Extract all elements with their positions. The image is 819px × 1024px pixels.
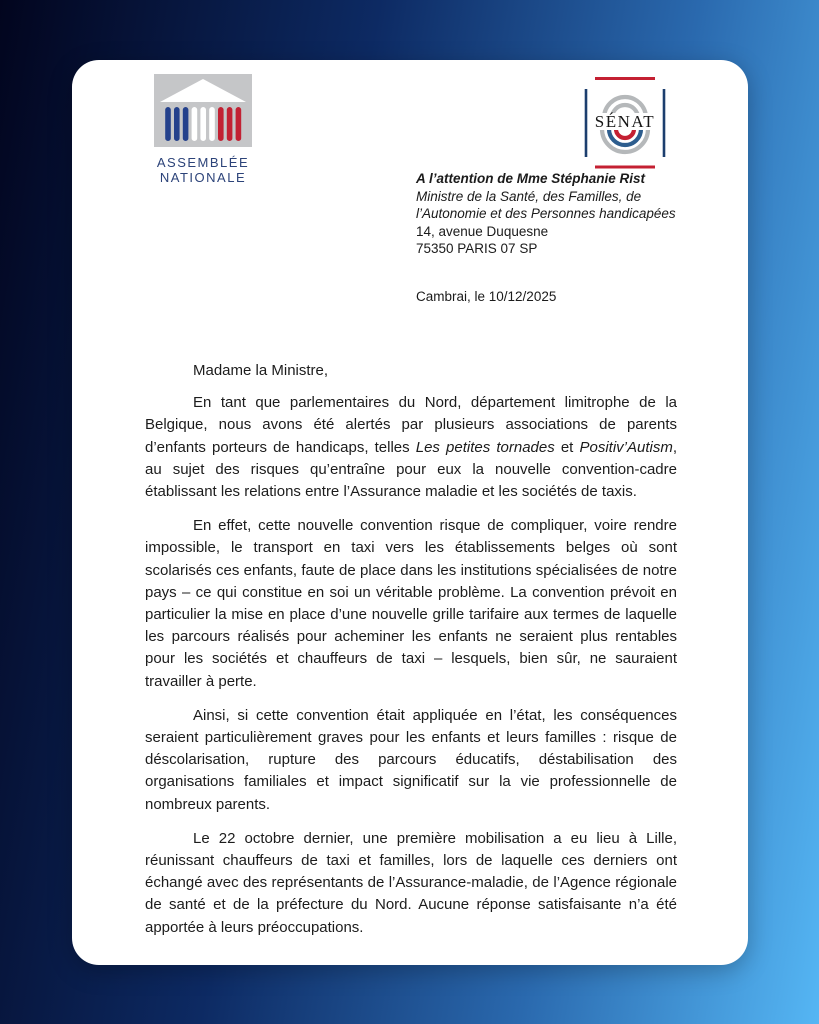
senat-logo	[584, 76, 666, 175]
paragraph-1-connector: et	[554, 438, 580, 456]
paragraph-1-text: En tant que parlementaires du Nord, département limitrophe de la Belgique, nous avons été alertés par plusieurs associations de parents d’enfants porteurs de handicaps, telles	[145, 394, 677, 456]
minister-title-line1: Ministre de la Santé, des Familles, de	[416, 188, 642, 204]
assemblee-building-icon	[154, 74, 252, 147]
assemblee-nationale-logo	[154, 74, 252, 185]
date-line: Cambrai, le 10/12/2025	[416, 289, 557, 304]
association-name-les-petites-tornades: Les petites tornades	[415, 438, 555, 456]
senat-logo-text: SÉNAT	[594, 112, 656, 131]
street-address: 14, avenue Duquesne	[416, 223, 549, 239]
assemblee-logo-text-line1: ASSEMBLÉE	[156, 155, 250, 170]
letter-paper	[72, 60, 748, 965]
paragraph-1	[145, 392, 677, 503]
postal-address: 75350 PARIS 07 SP	[416, 241, 538, 257]
paragraph-1-rest: , au sujet des risques qu’entraîne pour eux la nouvelle convention-cadre établissant les relations entre l’Assurance maladie et les sociétés de taxis.	[145, 438, 677, 501]
association-name-positiv-autism: Positiv’Autism	[579, 438, 673, 456]
minister-title-line2: l’Autonomie et des Personnes handicapées	[416, 206, 676, 222]
letter-body	[145, 360, 677, 951]
paragraph-2: En effet, cette nouvelle convention risque de compliquer, voire rendre impossible, le transport en taxi vers les établissements belges où sont scolarisés ces enfants, faute de place dans les institutions spécialisées de notre pays – ce qui constitue en soi un véritable problème. La convention prévoit en particulier la mise en place d’une nouvelle grille tarifaire aux termes de laquelle les parcours réalisés pour acheminer les enfants ne seraient plus rentables pour les sociétés et chauffeurs de taxi – lesquels, bien sûr, ne sauraient travailler à perte.	[145, 517, 677, 690]
senat-emblem-icon	[584, 76, 666, 170]
recipient-block	[416, 170, 676, 258]
salutation: Madame la Ministre,	[193, 362, 329, 379]
paragraph-3: Ainsi, si cette convention était appliquée en l’état, les conséquences seraient particulièrement graves pour les enfants et leurs familles : risque de déscolarisation, rupture des parcours éducatifs, déstabilisation des organisations familiales et impact significatif sur la vie professionnelle de nombreux parents.	[145, 706, 677, 813]
assemblee-logo-text-line2: NATIONALE	[159, 170, 247, 185]
paragraph-4: Le 22 octobre dernier, une première mobilisation a eu lieu à Lille, réunissant chauffeurs de taxi et familles, lors de laquelle ces derniers ont échangé avec des représentants de l’Assurance-maladie, de l’Agence régionale de santé et de la préfecture du Nord. Aucune réponse satisfaisante n’a été apportée à leurs préoccupations.	[145, 829, 677, 936]
attention-line: A l’attention de Mme Stéphanie Rist	[416, 171, 646, 186]
